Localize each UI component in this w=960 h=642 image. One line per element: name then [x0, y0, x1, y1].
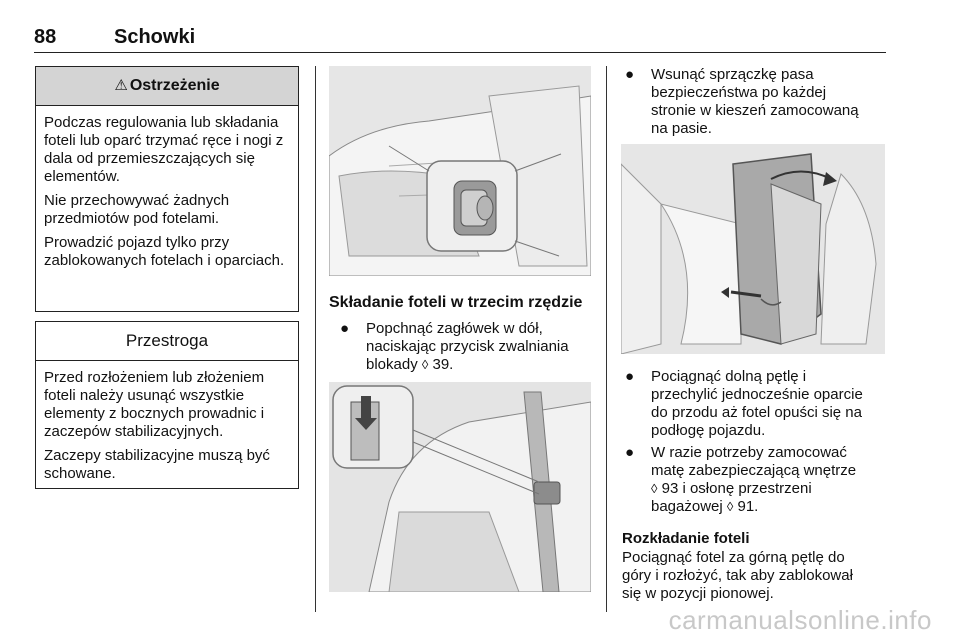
bullet-line: W razie potrzeby zamocować: [651, 444, 847, 461]
warning-box-header: [36, 67, 298, 106]
bullet-text: [651, 66, 859, 138]
bullet-item: [625, 368, 895, 442]
warning-paragraph: Prowadzić pojazd tylko przy zablokowanych fotelach i oparciach.: [44, 234, 285, 269]
seatbelt-drawing: [329, 382, 591, 592]
instruction-paragraph: [622, 549, 902, 603]
watermark: carmanualsonline.info: [668, 605, 932, 635]
bullet-line: przechylić jednocześnie oparcie: [651, 386, 863, 403]
bullet-text: [651, 444, 856, 516]
bullet-item: [625, 444, 895, 518]
paragraph-line: góry i rozłożyć, tak aby zablokował: [622, 567, 853, 584]
subheading: Rozkładanie foteli: [622, 530, 750, 547]
caution-paragraph: Przed rozłożeniem lub złożeniem foteli należy usunąć wszystkie elementy z bocznych prowadnic i zaczepów stabilizacyjnych.: [44, 369, 265, 440]
bullet-text: [366, 320, 569, 374]
bullet-dot: ●: [625, 368, 635, 385]
caution-box-header: Przestroga: [36, 322, 298, 361]
section-title: Składanie foteli w trzecim rzędzie: [329, 294, 583, 311]
bullet-line: [651, 498, 856, 516]
warning-paragraph: Podczas regulowania lub składania foteli lub oparć trzymać ręce i nogi z dala od przemieszczających się elementów.: [44, 114, 284, 185]
warning-box-body: [36, 106, 298, 282]
bullet-dot: ●: [625, 444, 635, 461]
page-header: [34, 24, 886, 53]
bullet-text: [651, 368, 863, 440]
illustration-seat-fold: [621, 144, 885, 354]
bullet-line: matę zabezpieczającą wnętrze: [651, 462, 857, 479]
page-ref-arrow-icon: ◊: [726, 499, 734, 514]
page-ref-link[interactable]: 91.: [737, 498, 759, 515]
bullet-line: na pasie.: [651, 120, 712, 137]
bullet-line: bezpieczeństwa po każdej: [651, 84, 827, 101]
chapter-title: Schowki: [114, 26, 196, 48]
bullet-line-text: blokady: [366, 356, 418, 373]
bullet-item: [340, 320, 600, 376]
column-divider-right: [606, 66, 607, 612]
bullet-dot: ●: [340, 320, 350, 337]
seat-fold-drawing: [621, 144, 885, 354]
warning-paragraph: Nie przechowywać żadnych przedmiotów pod fotelami.: [44, 192, 230, 227]
caution-paragraph: Zaczepy stabilizacyjne muszą być schowane.: [44, 447, 270, 482]
page-number: 88: [34, 26, 57, 48]
bullet-line-text: bagażowej: [651, 498, 723, 515]
page-ref-link[interactable]: 93 i osłonę przestrzeni: [661, 480, 812, 497]
illustration-seat-lever: [329, 66, 591, 276]
column-divider-left: [315, 66, 316, 612]
seat-lever-drawing: [329, 66, 591, 276]
warning-box: [35, 66, 299, 312]
caution-box-body: [36, 361, 298, 495]
warning-title: Ostrzeżenie: [129, 77, 220, 94]
warning-triangle-icon: ⚠: [114, 77, 128, 94]
bullet-line: [651, 480, 856, 498]
bullet-line: Wsunąć sprzączkę pasa: [651, 66, 814, 83]
bullet-line: do przodu aż fotel opuści się na: [651, 404, 862, 421]
illustration-seatbelt-buckle: [329, 382, 591, 592]
bullet-dot: ●: [625, 66, 635, 83]
bullet-line: naciskając przycisk zwalniania: [366, 338, 569, 355]
bullet-line: stronie w kieszeń zamocowaną: [651, 102, 859, 119]
bullet-line: Pociągnąć dolną pętlę i: [651, 368, 807, 385]
page-ref-link[interactable]: 39.: [432, 356, 454, 373]
bullet-line: [366, 356, 569, 374]
caution-box: [35, 321, 299, 489]
paragraph-line: Pociągnąć fotel za górną pętlę do: [622, 549, 845, 566]
bullet-line: Popchnąć zagłówek w dół,: [366, 320, 543, 337]
page-ref-arrow-icon: ◊: [651, 481, 658, 496]
bullet-line: podłogę pojazdu.: [651, 422, 766, 439]
paragraph-line: się w pozycji pionowej.: [622, 585, 774, 602]
page-ref-arrow-icon: ◊: [421, 357, 429, 372]
bullet-item: [625, 66, 895, 140]
